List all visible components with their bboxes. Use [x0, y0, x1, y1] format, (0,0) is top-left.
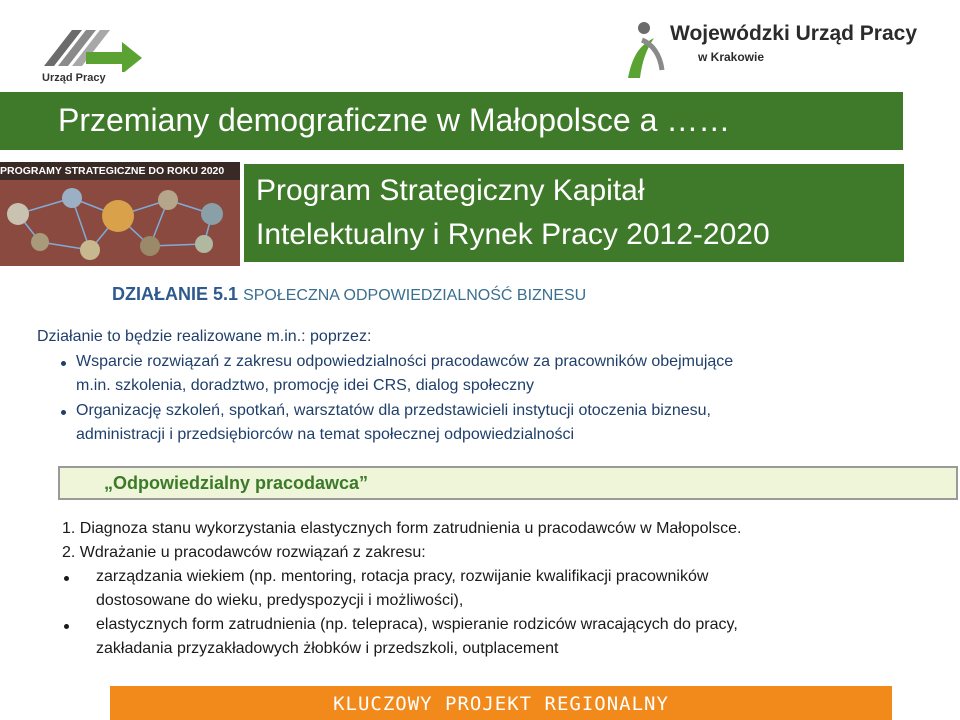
bullet-2-line-2: administracji i przedsiębiorców na temat społecznej odpowiedzialności	[76, 426, 575, 443]
lower-bullet-1-line-1: zarządzania wiekiem (np. mentoring, rotacja pracy, rozwijanie kwalifikacji pracowników	[96, 568, 709, 585]
wup-logo	[618, 18, 928, 88]
lower-bullet-2-line-2: zakładania przyzakładowych żłobków i przedszkoli, outplacement	[96, 640, 559, 657]
urzad-pracy-logo	[38, 22, 148, 88]
program-image-caption: PROGRAMY STRATEGICZNE DO ROKU 2020	[0, 162, 240, 180]
wup-title: Wojewódzki Urząd Pracy	[670, 22, 918, 45]
bullet-2-line-1: Organizację szkoleń, spotkań, warsztatów dla przedstawicieli instytucji otoczenia biznesu,	[76, 402, 711, 419]
bottom-band-text: KLUCZOWY PROJEKT REGIONALNY	[333, 693, 669, 715]
bullet-dot	[61, 410, 66, 415]
bottom-band	[110, 686, 892, 720]
action-label: DZIAŁANIE	[112, 284, 208, 304]
person-logo-icon	[618, 18, 668, 84]
highlight-text: „Odpowiedzialny pracodawca”	[104, 473, 369, 493]
lower-bullet-1-line-2: dostosowane do wieku, predyspozycji i możliwości),	[96, 592, 464, 609]
lower-bullet-2-line-1: elastycznych form zatrudnienia (np. telepraca), wspieranie rodziców wracających do pracy,	[96, 616, 738, 633]
action-heading	[112, 284, 586, 305]
bullet-1-line-2: m.in. szkolenia, doradztwo, promocję idei CRS, dialog społeczny	[76, 377, 534, 394]
program-box	[244, 164, 904, 262]
action-number: 5.1	[213, 284, 239, 304]
program-image	[0, 162, 240, 266]
slide-title: Przemiany demograficzne w Małopolsce a ……	[58, 102, 731, 138]
bullet-dot	[64, 624, 69, 629]
program-line-2: Intelektualny i Rynek Pracy 2012-2020	[256, 218, 770, 251]
bullet-dot	[61, 361, 66, 366]
left-logo-text: Urząd Pracy	[42, 72, 106, 84]
numbered-item-1: 1. Diagnoza stanu wykorzystania elastycznych form zatrudnienia u pracodawców w Małopolsce.	[62, 520, 742, 537]
arrow-logo-icon	[38, 22, 148, 72]
bullet-dot	[64, 576, 69, 581]
program-line-1: Program Strategiczny Kapitał	[256, 174, 645, 207]
wup-subtitle: w Krakowie	[698, 50, 765, 64]
action-name: SPOŁECZNA ODPOWIEDZIALNOŚĆ BIZNESU	[243, 287, 587, 304]
title-bar	[0, 92, 903, 150]
bullet-1-line-1: Wsparcie rozwiązań z zakresu odpowiedzialności pracodawców za pracowników obejmujące	[76, 353, 734, 370]
numbered-item-2: 2. Wdrażanie u pracodawców rozwiązań z zakresu:	[62, 544, 426, 561]
intro-text: Działanie to będzie realizowane m.in.: poprzez:	[37, 328, 372, 345]
network-graphic-icon	[0, 180, 240, 266]
highlight-box	[58, 466, 958, 500]
